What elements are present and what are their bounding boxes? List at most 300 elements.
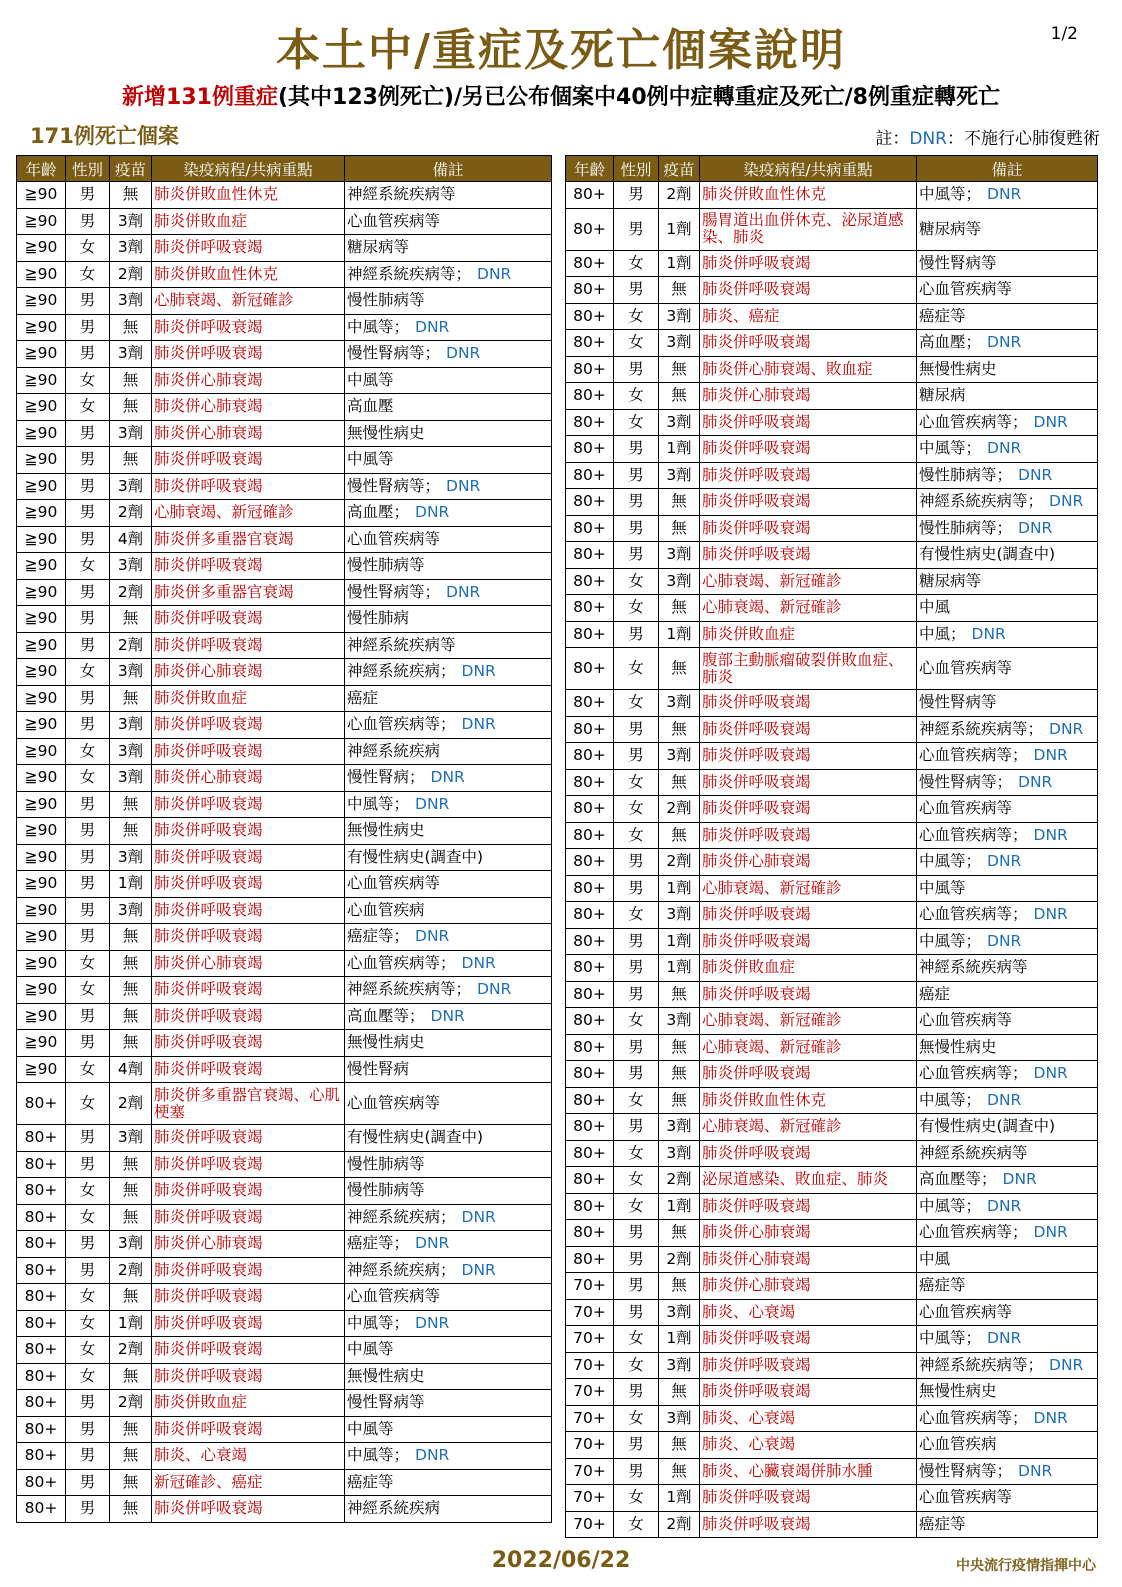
cell-remark-text: 慢性肺病等 <box>347 1181 425 1200</box>
cell-age <box>17 341 66 368</box>
cell-remark <box>345 977 552 1004</box>
cell-sex <box>614 981 659 1008</box>
cell-vaccine <box>110 1178 152 1205</box>
cell-course-text: 肺炎、心衰竭 <box>702 1435 796 1454</box>
cell-vaccine-text: 無 <box>122 1033 139 1052</box>
cell-vaccine-text: 3劑 <box>117 291 144 310</box>
cell-course <box>152 1151 345 1178</box>
cell-age <box>566 595 614 622</box>
cell-course-text: 肺炎併呼吸衰竭 <box>154 238 263 257</box>
cell-remark-text: 心血管疾病等 <box>347 211 441 230</box>
cell-vaccine <box>659 542 700 569</box>
cell-age <box>17 1125 66 1152</box>
cell-course <box>700 542 917 569</box>
table-row <box>17 1337 552 1364</box>
cell-vaccine <box>659 796 700 823</box>
cell-sex <box>66 394 110 421</box>
table-row <box>17 950 552 977</box>
table-row <box>566 1511 1098 1538</box>
cell-remark-text: 心血管疾病等 <box>347 529 441 548</box>
cell-course <box>152 791 345 818</box>
cell-vaccine-text: 無 <box>671 825 687 844</box>
cell-course <box>152 447 345 474</box>
cell-sex <box>66 182 110 209</box>
cell-course-text: 肺炎併呼吸衰竭 <box>154 1207 263 1226</box>
table-row <box>17 314 552 341</box>
cell-age-text: 70+ <box>573 1514 606 1533</box>
cell-course <box>700 1193 917 1220</box>
cell-age <box>17 1416 66 1443</box>
cell-sex <box>614 1061 659 1088</box>
cell-sex-text: 男 <box>628 465 644 484</box>
cell-vaccine <box>110 1337 152 1364</box>
header-sex: 性別 <box>66 156 110 182</box>
cell-remark <box>345 1125 552 1152</box>
cell-sex <box>66 844 110 871</box>
cell-vaccine <box>110 473 152 500</box>
cell-sex <box>614 928 659 955</box>
cell-vaccine-text: 無 <box>122 609 139 628</box>
cell-sex <box>66 447 110 474</box>
cell-age-text: 80+ <box>573 799 606 818</box>
cell-vaccine <box>659 1246 700 1273</box>
cell-vaccine <box>659 595 700 622</box>
cell-age <box>17 1496 66 1523</box>
table-row <box>566 277 1098 304</box>
table-row <box>17 738 552 765</box>
cell-sex-text: 男 <box>79 529 96 548</box>
cell-course <box>700 690 917 717</box>
cell-course <box>700 928 917 955</box>
cell-remark <box>345 1310 552 1337</box>
table-row <box>566 595 1098 622</box>
table-row <box>17 1231 552 1258</box>
cell-sex-text: 男 <box>79 927 96 946</box>
cell-remark-text: 慢性腎病等； <box>919 1461 1013 1480</box>
cell-age-text: ≧90 <box>24 980 58 999</box>
cell-age-text: ≧90 <box>24 635 58 654</box>
cell-age-text: 80+ <box>573 253 606 272</box>
cell-vaccine <box>659 1405 700 1432</box>
cell-course <box>700 182 917 209</box>
dnr-tag: DNR <box>477 980 512 999</box>
cell-sex-text: 男 <box>79 503 96 522</box>
cell-age <box>17 526 66 553</box>
cell-age-text: 80+ <box>573 333 606 352</box>
cell-course <box>152 1257 345 1284</box>
cell-vaccine-text: 2劑 <box>117 1340 144 1359</box>
cell-vaccine-text: 4劑 <box>117 529 144 548</box>
cell-sex <box>66 1390 110 1417</box>
cell-sex-text: 女 <box>628 1143 644 1162</box>
cell-course-text: 肺炎併呼吸衰竭 <box>702 280 811 299</box>
cell-sex-text: 男 <box>628 746 644 765</box>
cell-remark <box>345 632 552 659</box>
cell-vaccine <box>659 1034 700 1061</box>
cell-vaccine <box>110 738 152 765</box>
cell-vaccine <box>110 765 152 792</box>
cell-vaccine-text: 無 <box>122 1366 139 1385</box>
cell-age-text: 80+ <box>24 1234 58 1253</box>
cell-remark-text: 中風等； <box>347 794 410 813</box>
table-row <box>566 1061 1098 1088</box>
cell-remark <box>345 1390 552 1417</box>
cell-course <box>700 902 917 929</box>
table-row <box>17 447 552 474</box>
cell-course <box>152 738 345 765</box>
table-row <box>17 791 552 818</box>
cell-age <box>566 462 614 489</box>
cell-sex-text: 女 <box>79 980 96 999</box>
cell-remark <box>345 924 552 951</box>
cell-vaccine-text: 無 <box>122 980 139 999</box>
cell-vaccine-text: 1劑 <box>666 931 692 950</box>
cell-sex-text: 女 <box>79 1181 96 1200</box>
cell-remark-text: 心血管疾病等； <box>347 715 456 734</box>
cell-course-text: 肺炎併呼吸衰竭 <box>154 927 263 946</box>
cell-vaccine-text: 無 <box>671 1090 687 1109</box>
cell-age-text: 80+ <box>573 545 606 564</box>
cell-vaccine-text: 無 <box>122 794 139 813</box>
cell-course <box>152 553 345 580</box>
cell-remark-text: 心血管疾病等； <box>919 1408 1028 1427</box>
cell-age-text: ≧90 <box>24 582 58 601</box>
cell-course-text: 肺炎併呼吸衰竭 <box>154 317 263 336</box>
table-row <box>566 822 1098 849</box>
cell-sex-text: 男 <box>79 635 96 654</box>
cell-course <box>700 1458 917 1485</box>
cell-course-text: 肺炎併敗血性休克 <box>154 185 279 204</box>
cell-vaccine-text: 3劑 <box>666 333 692 352</box>
cell-age-text: 80+ <box>573 1011 606 1030</box>
dnr-tag: DNR <box>461 662 496 681</box>
cell-vaccine <box>110 1284 152 1311</box>
cell-age-text: 80+ <box>573 984 606 1003</box>
dnr-note <box>875 124 1100 149</box>
cell-age-text: 80+ <box>573 958 606 977</box>
cell-remark <box>917 1220 1098 1247</box>
cell-course <box>700 981 917 1008</box>
table-row <box>566 489 1098 516</box>
cell-course <box>700 1008 917 1035</box>
cell-age <box>566 1193 614 1220</box>
cell-sex <box>614 208 659 250</box>
cell-sex-text: 男 <box>79 582 96 601</box>
cell-course-text: 肺炎併呼吸衰竭 <box>154 1033 263 1052</box>
cell-age-text: ≧90 <box>24 450 58 469</box>
cell-remark-text: 中風等； <box>919 439 982 458</box>
table-row <box>566 902 1098 929</box>
cell-vaccine <box>110 420 152 447</box>
cell-vaccine <box>110 1469 152 1496</box>
cell-sex <box>614 1273 659 1300</box>
dnr-tag: DNR <box>987 333 1022 352</box>
cell-vaccine-text: 3劑 <box>666 1355 692 1374</box>
cell-vaccine <box>110 1083 152 1125</box>
table-row <box>566 648 1098 690</box>
header-course: 染疫病程/共病重點 <box>152 156 345 182</box>
cell-sex-text: 男 <box>628 878 644 897</box>
table-row <box>17 1363 552 1390</box>
table-row <box>17 473 552 500</box>
cell-course-text: 肺炎併呼吸衰竭 <box>702 492 811 511</box>
cell-sex-text: 女 <box>628 253 644 272</box>
table-row <box>566 621 1098 648</box>
cell-course-text: 肺炎併呼吸衰竭 <box>154 609 263 628</box>
cell-course-text: 肺炎併呼吸衰竭 <box>702 1196 811 1215</box>
cell-age-text: 80+ <box>573 931 606 950</box>
dnr-tag: DNR <box>415 794 450 813</box>
cell-remark-text: 慢性腎病等； <box>347 582 441 601</box>
cell-age <box>566 1220 614 1247</box>
cell-course-text: 肺炎併呼吸衰竭 <box>154 1366 263 1385</box>
cell-remark <box>917 1458 1098 1485</box>
cell-sex <box>614 1299 659 1326</box>
cell-course-text: 肺炎併呼吸衰竭 <box>702 465 811 484</box>
cell-vaccine <box>659 1326 700 1353</box>
cell-age <box>17 1204 66 1231</box>
cell-vaccine <box>110 844 152 871</box>
table-row <box>17 977 552 1004</box>
cell-age <box>566 356 614 383</box>
table-row <box>17 659 552 686</box>
cell-course-text: 肺炎併呼吸衰竭 <box>154 821 263 840</box>
cell-vaccine-text: 無 <box>122 1499 139 1518</box>
cell-remark <box>917 1352 1098 1379</box>
table-row <box>566 250 1098 277</box>
cell-course <box>700 383 917 410</box>
table-row <box>566 1167 1098 1194</box>
cell-vaccine-text: 3劑 <box>117 344 144 363</box>
cell-vaccine-text: 無 <box>671 1435 687 1454</box>
cell-sex <box>614 1485 659 1512</box>
cell-course-text: 肺炎併心肺衰竭 <box>154 953 263 972</box>
issuing-organization: 中央流行疫情指揮中心 <box>956 1558 1096 1574</box>
cell-course-text: 肺炎併呼吸衰竭 <box>154 847 263 866</box>
cell-age-text: ≧90 <box>24 503 58 522</box>
cell-age-text: ≧90 <box>24 953 58 972</box>
cell-vaccine-text: 3劑 <box>117 1128 144 1147</box>
cell-sex <box>614 489 659 516</box>
cell-vaccine-text: 3劑 <box>117 211 144 230</box>
dnr-tag: DNR <box>446 476 481 495</box>
table-row <box>17 871 552 898</box>
cell-remark-text: 心血管疾病等； <box>919 825 1028 844</box>
cell-course <box>700 1511 917 1538</box>
cell-course <box>700 489 917 516</box>
cell-sex-text: 男 <box>628 1302 644 1321</box>
cell-sex <box>66 1056 110 1083</box>
cell-remark-text: 中風等； <box>919 1090 982 1109</box>
cell-vaccine <box>110 1496 152 1523</box>
cell-vaccine <box>659 330 700 357</box>
cell-age <box>566 383 614 410</box>
table-header-row <box>17 156 552 182</box>
table-row <box>17 1310 552 1337</box>
dnr-tag: DNR <box>430 1006 465 1025</box>
cell-vaccine-text: 無 <box>122 953 139 972</box>
table-row <box>566 1220 1098 1247</box>
cell-remark-text: 慢性肺病等； <box>919 518 1013 537</box>
cell-remark <box>345 659 552 686</box>
cell-age-text: ≧90 <box>24 821 58 840</box>
cell-course <box>152 526 345 553</box>
cell-course <box>700 849 917 876</box>
cell-vaccine <box>110 924 152 951</box>
table-row <box>566 409 1098 436</box>
cell-remark <box>917 208 1098 250</box>
cell-vaccine-text: 無 <box>122 1006 139 1025</box>
cell-vaccine-text: 2劑 <box>117 1260 144 1279</box>
cell-course-text: 肺炎、癌症 <box>702 306 780 325</box>
table-row <box>17 1390 552 1417</box>
cell-vaccine <box>659 208 700 250</box>
cell-remark-text: 心血管疾病 <box>347 900 425 919</box>
cell-course <box>700 1299 917 1326</box>
cell-remark-text: 心血管疾病等 <box>919 1302 1013 1321</box>
cell-course <box>700 955 917 982</box>
cell-sex-text: 男 <box>628 719 644 738</box>
subtitle-highlight: 新增131例重症 <box>122 85 278 110</box>
cell-vaccine-text: 2劑 <box>117 264 144 283</box>
cell-age <box>566 955 614 982</box>
cell-vaccine <box>659 928 700 955</box>
cell-remark-text: 高血壓等； <box>347 1006 425 1025</box>
cell-course <box>152 261 345 288</box>
cell-course-text: 肺炎併呼吸衰竭 <box>702 1329 811 1348</box>
cell-sex-text: 男 <box>79 821 96 840</box>
dnr-tag: DNR <box>430 768 465 787</box>
cell-remark-text: 心血管疾病等 <box>347 1287 441 1306</box>
dnr-tag: DNR <box>415 927 450 946</box>
cell-sex <box>66 553 110 580</box>
cell-remark-text: 高血壓 <box>347 397 394 416</box>
cell-sex-text: 女 <box>628 825 644 844</box>
cell-age <box>17 1390 66 1417</box>
cell-remark <box>917 716 1098 743</box>
cell-course <box>152 182 345 209</box>
dnr-tag: DNR <box>1018 465 1053 484</box>
cell-course <box>152 208 345 235</box>
table-row <box>566 743 1098 770</box>
table-row <box>566 690 1098 717</box>
table-row <box>17 1125 552 1152</box>
cell-age-text: 80+ <box>573 852 606 871</box>
cell-course-text: 肺炎併敗血性休克 <box>702 185 827 204</box>
cell-remark <box>345 606 552 633</box>
cell-age-text: 80+ <box>573 465 606 484</box>
cell-course-text: 肺炎併心肺衰竭 <box>702 386 811 405</box>
cell-vaccine-text: 3劑 <box>666 412 692 431</box>
cell-sex-text: 男 <box>79 291 96 310</box>
cell-sex <box>66 897 110 924</box>
table-row <box>566 303 1098 330</box>
cell-age-text: 70+ <box>573 1461 606 1480</box>
cell-course <box>700 1246 917 1273</box>
cell-age-text: 80+ <box>573 439 606 458</box>
cell-course-text: 肺炎併呼吸衰竭 <box>154 1340 263 1359</box>
dnr-tag: DNR <box>446 582 481 601</box>
table-row <box>566 1379 1098 1406</box>
cell-sex <box>614 1087 659 1114</box>
cell-sex-text: 男 <box>628 1435 644 1454</box>
cell-vaccine <box>659 182 700 209</box>
cell-sex <box>614 716 659 743</box>
cell-vaccine <box>659 1008 700 1035</box>
cell-age-text: 70+ <box>573 1382 606 1401</box>
cell-vaccine <box>659 1458 700 1485</box>
cell-age <box>566 182 614 209</box>
cell-vaccine-text: 無 <box>671 1382 687 1401</box>
dnr-tag: DNR <box>987 439 1022 458</box>
cell-vaccine-text: 2劑 <box>117 1094 144 1112</box>
cell-sex-text: 男 <box>79 211 96 230</box>
cell-remark-text: 中風等 <box>347 370 394 389</box>
cell-age <box>17 765 66 792</box>
cell-sex <box>614 743 659 770</box>
table-row <box>566 1246 1098 1273</box>
cell-sex-text: 男 <box>79 185 96 204</box>
cell-age <box>17 685 66 712</box>
cell-course <box>700 568 917 595</box>
cell-age <box>566 1299 614 1326</box>
dnr-tag: DNR <box>1033 1064 1068 1083</box>
cell-course <box>700 1352 917 1379</box>
cell-sex-text: 男 <box>79 1472 96 1491</box>
cell-vaccine-text: 無 <box>671 984 687 1003</box>
cell-vaccine <box>659 1140 700 1167</box>
cell-remark <box>917 875 1098 902</box>
cell-sex-text: 男 <box>79 1260 96 1279</box>
cell-course <box>700 208 917 250</box>
cell-age <box>17 1443 66 1470</box>
cell-course-text: 肺炎併呼吸衰竭 <box>154 741 263 760</box>
cell-age <box>566 1034 614 1061</box>
cell-age-text: 80+ <box>573 624 606 643</box>
cell-sex <box>66 261 110 288</box>
cell-age-text: 80+ <box>573 693 606 712</box>
cell-course-text: 肺炎併多重器官衰竭 <box>154 582 294 601</box>
cell-sex <box>614 250 659 277</box>
table-row <box>17 1083 552 1125</box>
cell-sex-text: 男 <box>79 450 96 469</box>
cell-remark <box>345 1003 552 1030</box>
cell-vaccine-text: 1劑 <box>666 958 692 977</box>
cell-remark-text: 癌症等 <box>919 1514 966 1533</box>
cell-vaccine <box>659 1485 700 1512</box>
cell-course <box>700 1326 917 1353</box>
cell-age-text: ≧90 <box>24 1059 58 1078</box>
cell-age <box>17 1151 66 1178</box>
cell-age <box>566 1326 614 1353</box>
cell-course-text: 肺炎併心肺衰竭 <box>154 662 263 681</box>
cell-course <box>152 1496 345 1523</box>
cell-vaccine-text: 3劑 <box>666 746 692 765</box>
cell-vaccine <box>110 1030 152 1057</box>
cell-sex <box>614 621 659 648</box>
cell-age-text: 80+ <box>573 386 606 405</box>
cell-age <box>17 1363 66 1390</box>
cell-sex <box>66 791 110 818</box>
cell-remark <box>917 981 1098 1008</box>
cell-vaccine-text: 3劑 <box>117 900 144 919</box>
cell-sex <box>614 822 659 849</box>
cell-sex <box>66 1178 110 1205</box>
cell-remark <box>345 447 552 474</box>
cell-course-text: 肺炎併心肺衰竭 <box>702 1249 811 1268</box>
cell-sex <box>614 1511 659 1538</box>
cell-sex-text: 男 <box>628 1276 644 1295</box>
